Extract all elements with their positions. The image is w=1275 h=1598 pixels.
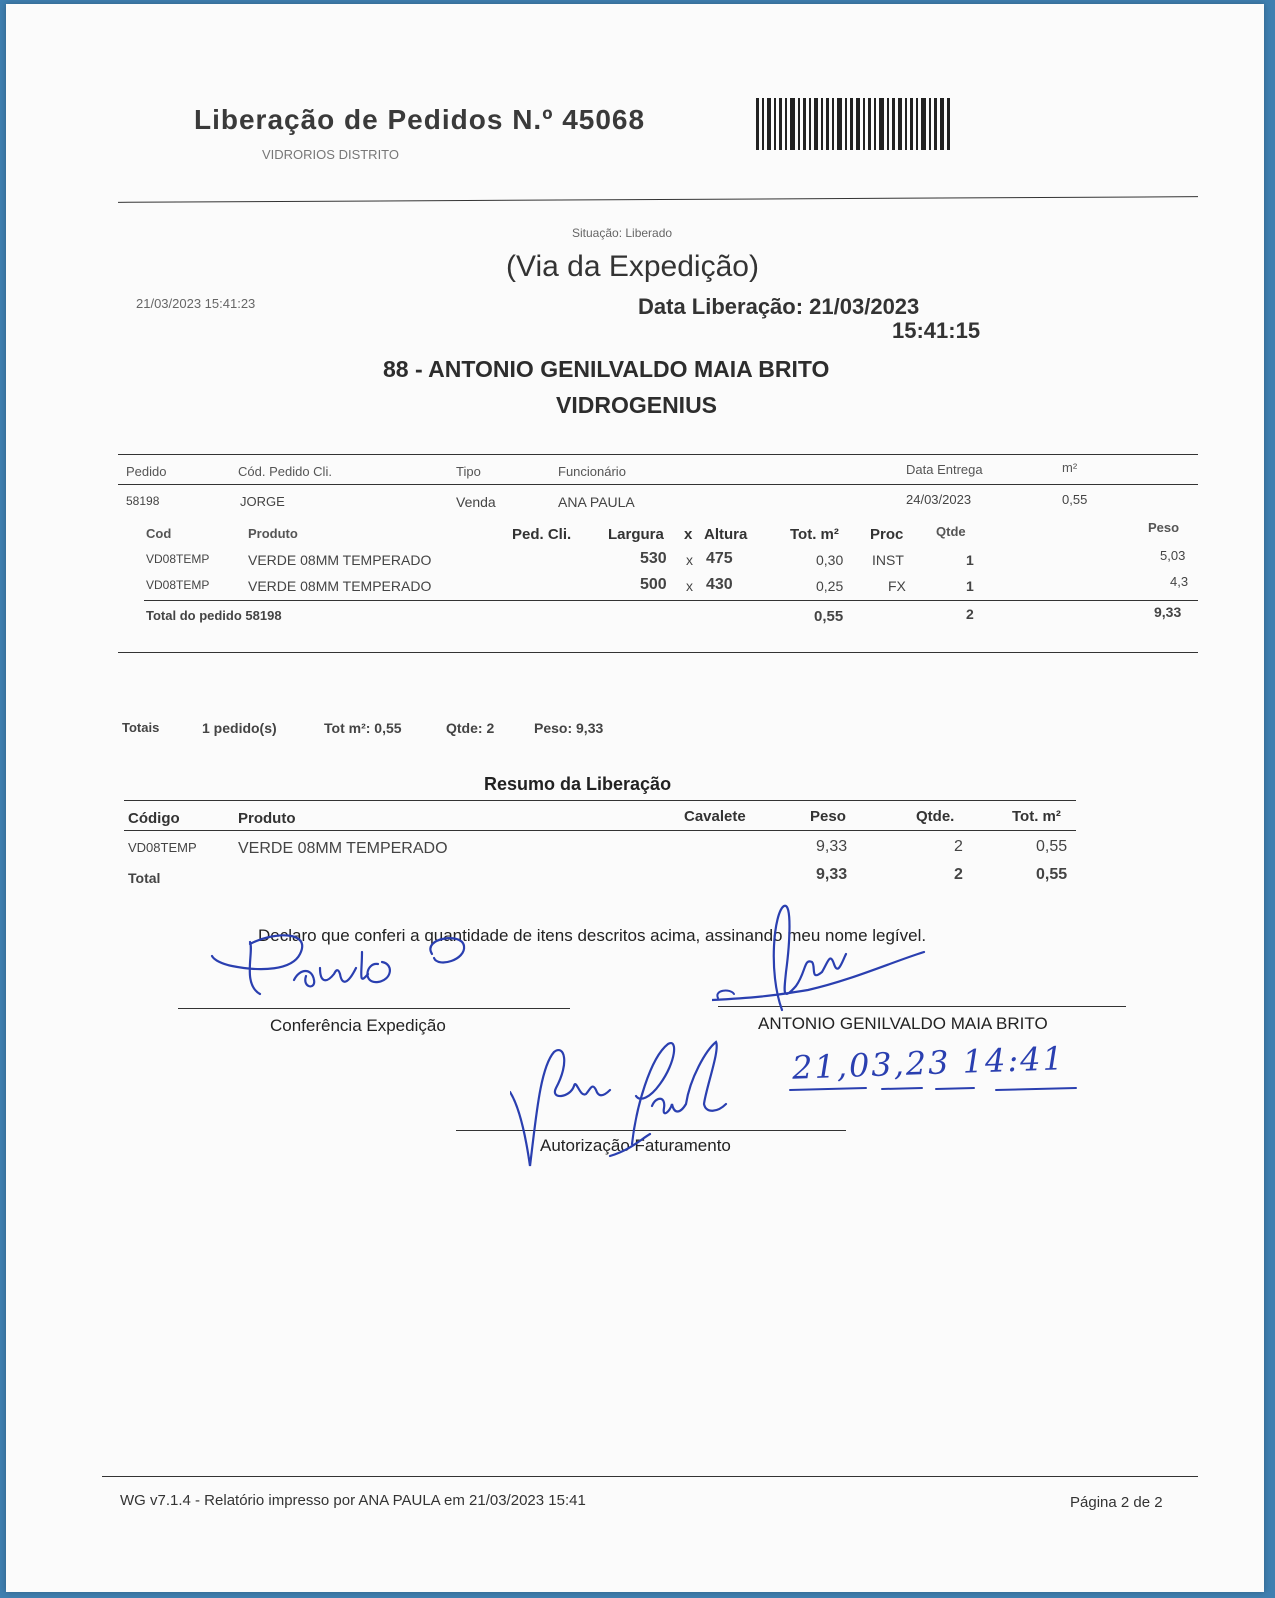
client-company: VIDROGENIUS bbox=[556, 392, 718, 418]
item-2-qtde: 1 bbox=[966, 578, 974, 594]
resumo-header-rule bbox=[124, 830, 1076, 831]
order-pedido: 58198 bbox=[126, 494, 160, 508]
signature-paulo bbox=[202, 924, 502, 1024]
col-data-entrega: Data Entrega bbox=[906, 462, 983, 477]
order-data-entrega: 24/03/2023 bbox=[906, 492, 972, 507]
item-col-produto: Produto bbox=[248, 526, 298, 541]
item-col-peso: Peso bbox=[1148, 520, 1180, 535]
resumo-total-tot-m2: 0,55 bbox=[1036, 866, 1068, 883]
signature-label-cliente: ANTONIO GENILVALDO MAIA BRITO bbox=[758, 1014, 1048, 1033]
data-liberacao-time: 15:41:15 bbox=[892, 318, 981, 343]
totais-m2: Tot m²: 0,55 bbox=[324, 720, 402, 736]
resumo-col-cavalete: Cavalete bbox=[684, 808, 746, 825]
item-2-proc: FX bbox=[888, 578, 906, 594]
footer-printed-by: WG v7.1.4 - Relatório impresso por ANA PAULA em 21/03/2023 15:41 bbox=[120, 1492, 586, 1509]
totais-peso: Peso: 9,33 bbox=[534, 720, 604, 736]
item-2-cod: VD08TEMP bbox=[146, 578, 210, 592]
order-bottom-rule bbox=[118, 652, 1198, 653]
item-1-peso: 5,03 bbox=[1160, 548, 1186, 563]
totais-label: Totais bbox=[122, 720, 160, 735]
item-1-proc: INST bbox=[872, 552, 904, 568]
signature-label-conferencia: Conferência Expedição bbox=[270, 1016, 446, 1035]
order-funcionario: ANA PAULA bbox=[558, 494, 635, 510]
item-col-altura: Altura bbox=[704, 526, 748, 543]
declaration-text: Declaro que conferi a quantidade de itens descritos acima, assinando meu nome legível. bbox=[258, 926, 927, 945]
item-col-proc: Proc bbox=[870, 526, 904, 543]
signature-label-autorizacao: Autorização Faturamento bbox=[540, 1136, 731, 1155]
order-header-rule bbox=[118, 484, 1198, 485]
barcode bbox=[756, 98, 952, 150]
totais-pedidos: 1 pedido(s) bbox=[202, 720, 277, 736]
resumo-row-peso: 9,33 bbox=[816, 838, 848, 855]
item-col-x: x bbox=[684, 526, 693, 543]
item-1-x: x bbox=[686, 552, 693, 568]
header-divider bbox=[118, 196, 1198, 203]
handwritten-date: 21,03,23 14:41 bbox=[791, 1039, 1066, 1087]
footer-rule bbox=[102, 1476, 1198, 1477]
col-pedido: Pedido bbox=[126, 464, 167, 479]
resumo-total-label: Total bbox=[128, 870, 161, 886]
resumo-row-qtde: 2 bbox=[954, 838, 963, 855]
item-2-largura: 500 bbox=[640, 576, 667, 593]
resumo-row-produto: VERDE 08MM TEMPERADO bbox=[238, 840, 448, 857]
item-col-largura: Largura bbox=[608, 526, 664, 543]
signature-ana-paula bbox=[510, 1038, 750, 1168]
item-2-produto: VERDE 08MM TEMPERADO bbox=[248, 578, 432, 594]
item-col-tot-m2: Tot. m² bbox=[790, 526, 839, 543]
document-title: Liberação de Pedidos N.º 45068 bbox=[194, 104, 646, 135]
printed-timestamp: 21/03/2023 15:41:23 bbox=[136, 296, 256, 311]
col-tipo: Tipo bbox=[456, 464, 481, 479]
resumo-col-peso: Peso bbox=[810, 808, 846, 825]
item-1-tot-m2: 0,30 bbox=[816, 552, 844, 568]
col-funcionario: Funcionário bbox=[558, 464, 626, 479]
col-m2: m² bbox=[1062, 460, 1078, 475]
resumo-row-tot-m2: 0,55 bbox=[1036, 838, 1068, 855]
order-total-peso: 9,33 bbox=[1154, 604, 1182, 620]
order-total-rule bbox=[144, 600, 1198, 601]
via-label: (Via da Expedição) bbox=[506, 250, 759, 283]
order-tipo: Venda bbox=[456, 494, 496, 510]
resumo-col-codigo: Código bbox=[128, 810, 180, 827]
item-col-cod: Cod bbox=[146, 526, 172, 541]
order-cod-pedido-cli: JORGE bbox=[240, 494, 285, 509]
resumo-row-codigo: VD08TEMP bbox=[128, 840, 197, 855]
item-1-produto: VERDE 08MM TEMPERADO bbox=[248, 552, 432, 568]
resumo-top-rule bbox=[124, 800, 1076, 801]
resumo-title: Resumo da Liberação bbox=[484, 774, 672, 794]
resumo-col-tot-m2: Tot. m² bbox=[1012, 808, 1061, 825]
data-liberacao: Data Liberação: 21/03/2023 bbox=[638, 294, 920, 319]
client-name: 88 - ANTONIO GENILVALDO MAIA BRITO bbox=[383, 356, 830, 382]
totais-qtde: Qtde: 2 bbox=[446, 720, 495, 736]
item-col-ped-cli: Ped. Cli. bbox=[512, 526, 572, 543]
order-total-m2: 0,55 bbox=[814, 608, 844, 625]
document-page bbox=[6, 4, 1264, 1592]
order-total-qtde: 2 bbox=[966, 606, 974, 622]
resumo-total-peso: 9,33 bbox=[816, 866, 848, 883]
situacao-label: Situação: Liberado bbox=[572, 226, 673, 240]
resumo-col-produto: Produto bbox=[238, 810, 296, 827]
company-name: VIDRORIOS DISTRITO bbox=[262, 147, 399, 162]
resumo-total-qtde: 2 bbox=[954, 866, 963, 883]
signature-cliente bbox=[712, 902, 962, 1022]
footer-page-number: Página 2 de 2 bbox=[1070, 1494, 1163, 1511]
item-col-qtde: Qtde bbox=[936, 524, 966, 539]
col-cod-pedido-cli: Cód. Pedido Cli. bbox=[238, 464, 332, 479]
order-total-label: Total do pedido 58198 bbox=[146, 608, 282, 623]
item-2-x: x bbox=[686, 578, 693, 594]
item-2-tot-m2: 0,25 bbox=[816, 578, 844, 594]
order-m2: 0,55 bbox=[1062, 492, 1088, 507]
item-1-altura: 475 bbox=[706, 550, 733, 567]
order-top-rule bbox=[118, 454, 1198, 455]
resumo-col-qtde: Qtde. bbox=[916, 808, 955, 825]
item-2-altura: 430 bbox=[706, 576, 733, 593]
item-1-cod: VD08TEMP bbox=[146, 552, 210, 566]
item-2-peso: 4,3 bbox=[1170, 574, 1189, 589]
item-1-largura: 530 bbox=[640, 550, 667, 567]
item-1-qtde: 1 bbox=[966, 552, 974, 568]
handwritten-date-underline bbox=[786, 1078, 1086, 1098]
